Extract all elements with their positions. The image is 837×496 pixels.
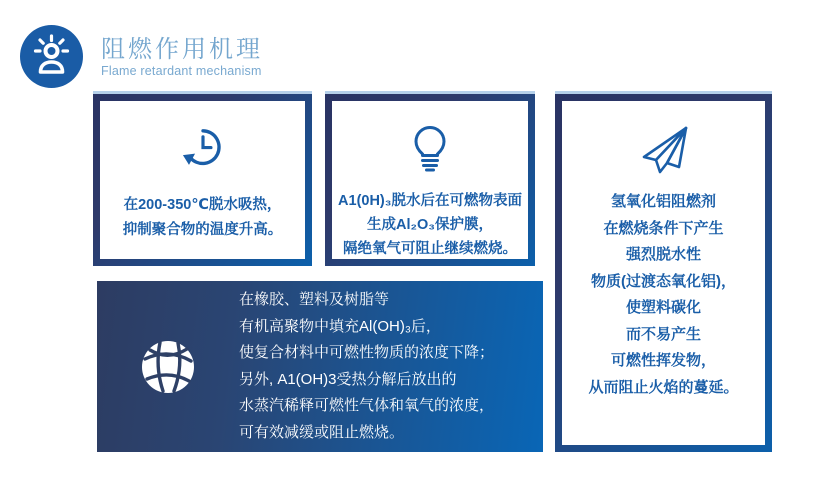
text-line: 而不易产生 bbox=[625, 325, 701, 343]
lightbulb-icon bbox=[405, 121, 455, 177]
text-line: 使塑料碳化 bbox=[625, 299, 701, 316]
text-line: 从而阻止火焰的蔓延。 bbox=[588, 378, 739, 396]
logo-badge bbox=[20, 25, 83, 88]
text-line: 生成Al₂O₃保护膜， bbox=[367, 217, 493, 233]
header bbox=[101, 37, 263, 78]
text-line: 物质(过渡态氧化铝)， bbox=[590, 272, 736, 290]
history-clock-icon bbox=[175, 121, 231, 177]
card-heat-absorption-text bbox=[123, 193, 283, 243]
card-carbonization bbox=[555, 94, 772, 452]
text-line: 可燃性挥发物， bbox=[610, 352, 716, 369]
panel-dilution-text bbox=[239, 287, 543, 446]
text-line: 另外, A1(OH)3受热分解后放出的 bbox=[239, 370, 457, 388]
card-heat-absorption bbox=[93, 94, 312, 266]
card-heat-absorption-body bbox=[100, 101, 305, 259]
text-line: 在燃烧条件下产生 bbox=[603, 219, 724, 237]
text-line: 水蒸汽稀释可燃性气体和氧气的浓度， bbox=[239, 397, 495, 414]
card-carbonization-text bbox=[588, 189, 738, 401]
card-protective-film-text bbox=[338, 189, 522, 261]
text-line: 隔绝氧气可阻止继续燃烧。 bbox=[343, 241, 517, 257]
text-line: 有机高聚物中填充Al(OH)₃后， bbox=[239, 317, 441, 335]
text-line: 在橡胶、塑料及树脂等 bbox=[239, 291, 390, 308]
text-line: 抑制聚合物的温度升高。 bbox=[122, 222, 283, 238]
page-title: 阻燃作用机理 bbox=[101, 36, 263, 63]
globe-network-icon bbox=[97, 335, 239, 399]
text-line: 强烈脱水性 bbox=[625, 246, 701, 263]
panel-dilution bbox=[97, 281, 543, 452]
paper-plane-icon bbox=[632, 119, 696, 181]
text-line: 在200-350℃脱水吸热， bbox=[123, 197, 282, 213]
card-carbonization-body bbox=[562, 101, 765, 445]
page-subtitle: Flame retardant mechanism bbox=[101, 64, 262, 78]
text-line: 可有效减缓或阻止燃烧。 bbox=[239, 423, 405, 441]
text-line: 氢氧化铝阻燃剂 bbox=[610, 193, 716, 210]
idea-person-icon bbox=[20, 25, 83, 88]
card-protective-film-body bbox=[332, 101, 528, 259]
text-line: A1(0H)₃脱水后在可燃物表面 bbox=[338, 193, 522, 209]
card-protective-film bbox=[325, 94, 535, 266]
text-line: 使复合材料中可燃性物质的浓度下降； bbox=[239, 344, 495, 361]
